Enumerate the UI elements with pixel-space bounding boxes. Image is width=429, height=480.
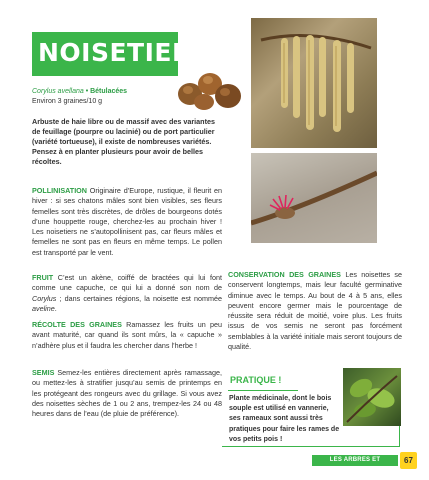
pratique-text: Plante médicinale, dont le bois souple est utilisé en vannerie, ses rameaux sont aussi très pratiques pour faire les rames de vos petits pois !: [229, 395, 340, 443]
hazelnut-illustration: [170, 68, 248, 112]
pollination-label: POLLINISATION: [32, 186, 87, 195]
pratique-underline: [228, 390, 298, 391]
conservation-label: CONSERVATION DES GRAINES: [228, 270, 341, 279]
harvest-label: RÉCOLTE DES GRAINES: [32, 320, 122, 329]
fruit-italic-corylus: Corylus: [32, 293, 57, 303]
section-footer: LES ARBRES ET ARBUSTES: [312, 455, 398, 466]
latin-name-line: [32, 88, 127, 95]
title-banner: [32, 32, 192, 76]
harvest-text: Ramassez les fruits un peu avant maturité, car quand ils sont mûrs, la « capuche » n’adhère plus et il faudra les chercher dans l’herbe !: [32, 320, 222, 350]
fruit-text-middle: ; dans certaines régions, la noisette est nommée: [59, 293, 222, 303]
fruit-text-end: .: [54, 303, 57, 313]
pratique-title: PRATIQUE !: [230, 375, 282, 385]
page-number: 67: [400, 452, 417, 469]
catkins-photo: [251, 18, 377, 148]
page-title: NOISETIER: [38, 38, 192, 67]
fruit-text-before: C’est un akène, coiffé de bractées qui lui font comme une capuche, ce qui lui a donné son nom de: [32, 273, 223, 293]
seed-yield: Environ 3 graines/10 g: [32, 98, 103, 105]
conservation-text: Les noisettes se conservent longtemps, mais leur faculté germinative diminue avec le temps. Au bout de 4 à 5 ans, elles peuvent encore germer mais le pourcentage de réussite sera réduit de moitié, voire plus. Les fruits issus de vos semis ne seront pas forcément semblables à la variété initiale mais seront toujours de qualité.: [228, 270, 402, 352]
harvest-paragraph: [32, 320, 222, 351]
intro-text: Arbuste de haie libre ou de massif avec des variantes de feuillage (pourpre ou lacinié) ou de port particulier (variété tortueuse), il existe de nombreuses variétés. Pensez à en planter plusieurs pour avoir de belles récoltes.: [32, 117, 215, 166]
fruit-paragraph: [32, 273, 222, 314]
fruit-italic-aveline: aveline: [32, 303, 55, 313]
conservation-paragraph: [228, 270, 402, 352]
hazel-leaves-photo: [343, 368, 401, 426]
sowing-text: Semez-les entières directement après ramassage, ou mettez-les à stratifier jusqu’au semis de printemps en les protégeant des rongeurs avec du grillage. Si vous avez des noisettes sèches de 1 ou 2 ans, trempez-les 24 ou 48 heures dans de l’eau (de pluie de préférence).: [32, 368, 223, 419]
fruit-label: FRUIT: [32, 273, 54, 282]
pollination-text: Originaire d’Europe, rustique, il fleurit en hiver : si ses chatons mâles sont bien visibles, ses fleurs femelles sont très discrètes, de drôles de bourgeons dotés d’une houppette rouge, cherchez-les au prochain hiver ! Les noisetiers ne s’autopollinisent pas, car fleurs mâles et femelles ne sont pas en fleurs en même temps. Le pollen est transporté par le vent.: [32, 186, 222, 257]
sowing-label: SEMIS: [32, 368, 55, 377]
sowing-paragraph: [32, 368, 222, 419]
separator: •: [85, 88, 91, 95]
plant-family: Bétulacées: [90, 88, 128, 95]
latin-name: Corylus avellana: [32, 88, 84, 95]
pollination-paragraph: [32, 186, 222, 258]
female-flower-photo: [251, 153, 377, 243]
